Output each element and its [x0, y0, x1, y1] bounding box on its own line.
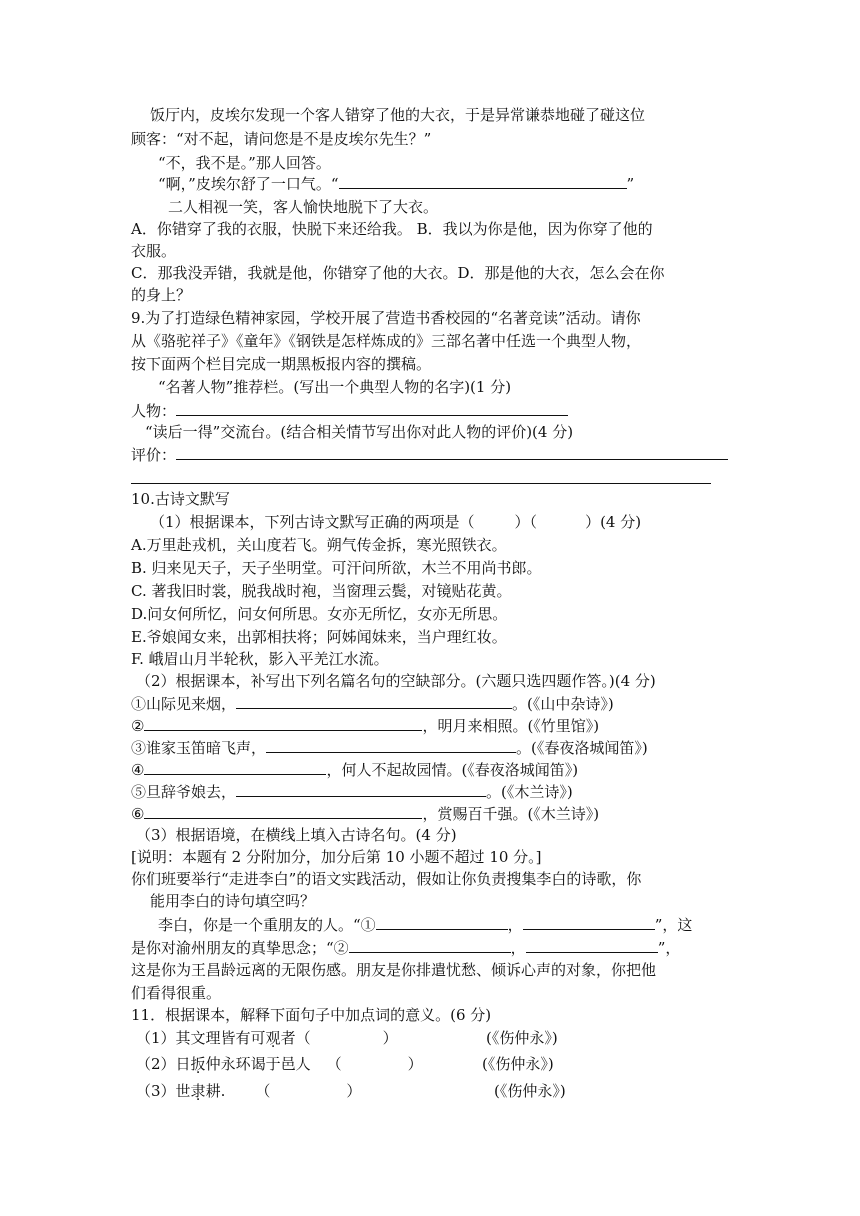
q10-part1-text: （1）根据课本，下列古诗文默写正确的两项是（ — [150, 513, 475, 531]
q10-option-c: C. 著我旧时裳，脱我战时袍，当窗理云鬓，对镜贴花黄。 — [131, 582, 512, 600]
q10-part3: （3）根据语境，在横线上填入古诗名句。(4 分) — [136, 826, 457, 844]
q10-s6-blank[interactable] — [144, 802, 422, 819]
q10-lb2-blank-1[interactable] — [349, 936, 511, 953]
q10-option-a: A.万里赴戎机，关山度若飞。朔气传金拆，寒光照铁衣。 — [131, 536, 507, 554]
q11-title: 11．根据课本，解释下面句子中加点词的意义。(6 分) — [131, 1006, 492, 1024]
q10-option-f: F. 峨眉山月半轮秋，影入平羌江水流。 — [131, 650, 389, 668]
q10-lb2-comma: ， — [510, 939, 526, 957]
q10-lb1-blank-1[interactable] — [376, 913, 508, 930]
q10-s1-source: 。(《山中杂诗》) — [512, 695, 614, 713]
q10-s2-blank[interactable] — [144, 714, 422, 731]
q10-s3-blank[interactable] — [266, 736, 516, 753]
q10-s5-blank[interactable] — [236, 780, 486, 797]
q11-i3-open: （ — [255, 1082, 271, 1100]
q10-option-d: D.问女何所忆，问女何所思。女亦无所忆，女亦无所思。 — [131, 605, 508, 623]
q10-s2-text: ② — [131, 717, 145, 735]
q10-part1-score: ）(4 分) — [585, 513, 642, 531]
q8-line-4-text: “啊，”皮埃尔舒了一口气。“ — [158, 175, 339, 193]
q10-lb2-blank-2[interactable] — [526, 936, 658, 953]
q10-s3-text: ③谁家玉笛暗飞声， — [131, 739, 267, 757]
q10-s2-source: ，明月来相照。(《竹里馆》) — [422, 717, 600, 735]
q9-person-label: 人物： — [131, 402, 177, 420]
q9-line-2: 从《骆驼祥子》《童年》《钢铁是怎样炼成的》三部名著中任选一个典型人物， — [131, 332, 642, 350]
q9-person-blank[interactable] — [176, 399, 568, 416]
q10-lb1-comma: ， — [507, 916, 523, 934]
q10-lb1-text: 李白，你是一个重朋友的人。“① — [158, 916, 376, 934]
q11-i3-text-2: 耕. — [205, 1082, 226, 1100]
q8-answer-blank[interactable] — [339, 172, 627, 189]
q11-i2-text-2: 仲永环谒于邑人 — [205, 1055, 311, 1073]
q8-line-4 — [158, 172, 634, 194]
q11-i2-dotted-word: 扳 — [190, 1055, 206, 1073]
q10-part2: （2）根据课本，补写出下列名篇名句的空缺部分。(六题只选四题作答。)(4 分) — [136, 672, 656, 690]
q10-s1-blank[interactable] — [236, 692, 512, 709]
q8-line-5: 二人相视一笑，客人愉快地脱下了大衣。 — [168, 198, 439, 216]
q11-i1-dotted-word: 观 — [265, 1029, 281, 1047]
q10-s4-blank[interactable] — [144, 758, 326, 775]
q10-sentence-2 — [131, 714, 599, 736]
q11-i3-dotted-word: 隶 — [190, 1082, 206, 1100]
q11-i3-close: ） — [346, 1082, 362, 1100]
q10-context-2: 能用李白的诗句填空吗？ — [150, 892, 316, 910]
q11-i1-close: ） — [382, 1029, 398, 1047]
q11-i2-text: （2）日 — [136, 1055, 191, 1073]
q8-line-4-close: ” — [626, 175, 635, 193]
q8-line-1: 饭厅内，皮埃尔发现一个客人错穿了他的大衣，于是异常谦恭地碰了碰这位 — [150, 106, 646, 124]
q8-option-cd-cont: 的身上？ — [131, 286, 192, 304]
q8-line-3: “不，我不是。”那人回答。 — [158, 154, 331, 172]
q10-lb2-end: ”， — [657, 939, 681, 957]
q9-column-2: “读后一得”交流台。(结合相关情节写出你对此人物的评价)(4 分) — [145, 423, 574, 441]
q10-sentence-4 — [131, 758, 578, 780]
q10-libai-line-3: 这是你为王昌龄远离的无限伤感。朋友是你排遣忧愁、倾诉心声的对象，你把他 — [131, 961, 657, 979]
q10-s4-source: ，何人不起故园情。(《春夜洛城闻笛》) — [326, 761, 579, 779]
q10-lb1-blank-2[interactable] — [523, 913, 655, 930]
q10-option-b: B. 归来见天子，天子坐明堂。可汗问所欲，木兰不用尚书郎。 — [131, 559, 542, 577]
q11-i2-open: （ — [326, 1055, 342, 1073]
q11-i1-text-2: 者（ — [280, 1029, 311, 1047]
q10-s5-source: 。(《木兰诗》) — [486, 783, 573, 801]
q10-s6-text: ⑥ — [131, 805, 145, 823]
q11-i1-source: (《伤仲永》) — [486, 1029, 558, 1047]
q10-libai-line-2 — [131, 936, 680, 958]
q10-s5-text: ⑤旦辞爷娘去， — [131, 783, 237, 801]
q8-line-2: 顾客：“对不起，请问您是不是皮埃尔先生？” — [131, 130, 432, 148]
q9-eval-label: 评价： — [131, 446, 177, 464]
q9-eval-blank-2[interactable] — [131, 483, 711, 484]
q11-i2-source: (《伤仲永》) — [482, 1055, 554, 1073]
q11-item-1 — [136, 1027, 398, 1049]
q9-line-3: 按下面两个栏目完成一期黑板报内容的撰稿。 — [131, 355, 432, 373]
q10-lb1-end: ”，这 — [654, 916, 693, 934]
q10-lb2-text: 是你对渝州朋友的真挚思念；“② — [131, 939, 349, 957]
q10-title: 10.古诗文默写 — [131, 490, 230, 508]
q10-sentence-6 — [131, 802, 599, 824]
q10-s3-source: 。(《春夜洛城闻笛》) — [516, 739, 648, 757]
q10-libai-line-4: 们看得很重。 — [131, 984, 222, 1002]
q10-part1 — [150, 511, 641, 533]
q8-option-cd: C．那我没弄错，我就是他，你错穿了他的大衣。D．那是他的大衣，怎么会在你 — [131, 264, 665, 282]
q9-eval-row — [131, 443, 728, 465]
q9-line-1: 9.为了打造绿色精神家园，学校开展了营造书香校园的“名著竞读”活动。请你 — [131, 309, 641, 327]
q11-item-2 — [136, 1053, 423, 1075]
q11-i2-close: ） — [407, 1055, 423, 1073]
q11-i3-text: （3）世 — [136, 1082, 191, 1100]
q8-option-ab-cont: 衣服。 — [131, 242, 177, 260]
q10-s6-source: ，赏赐百千强。(《木兰诗》) — [422, 805, 600, 823]
q9-person-row — [131, 399, 568, 421]
q10-note: [说明：本题有 2 分附加分，加分后第 10 小题不超过 10 分。] — [131, 848, 542, 866]
q11-item-3 — [136, 1080, 361, 1102]
q8-option-ab: A．你错穿了我的衣服，快脱下来还给我。 B．我以为你是他，因为你穿了他的 — [131, 220, 653, 238]
q9-eval-blank[interactable] — [176, 443, 728, 460]
q9-column-1: “名著人物”推荐栏。(写出一个典型人物的名字)(1 分) — [158, 378, 512, 396]
q10-part1-mid: ）（ — [514, 513, 538, 531]
q11-i3-source: (《伤仲永》) — [494, 1082, 566, 1100]
q10-context-1: 你们班要举行“走进李白”的语文实践活动，假如让你负责搜集李白的诗歌，你 — [131, 870, 642, 888]
q10-sentence-3 — [131, 736, 648, 758]
q10-sentence-1 — [131, 692, 614, 714]
q10-s1-text: ①山际见来烟， — [131, 695, 237, 713]
q11-i1-text: （1）其文理皆有可 — [136, 1029, 266, 1047]
q10-s4-text: ④ — [131, 761, 145, 779]
q10-sentence-5 — [131, 780, 573, 802]
q10-libai-line-1 — [158, 913, 692, 935]
q10-option-e: E.爷娘闻女来，出郭相扶将；阿姊闻妹来，当户理红妆。 — [131, 628, 507, 646]
